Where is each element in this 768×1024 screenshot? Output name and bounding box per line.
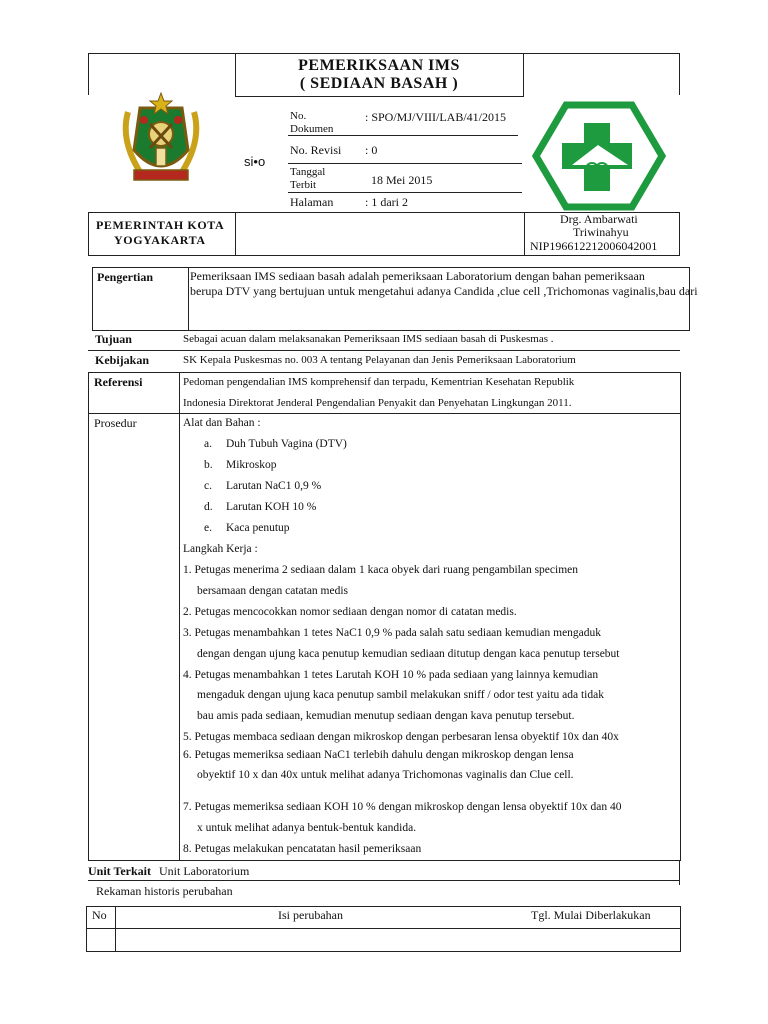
signer-name: Drg. Ambarwati [560,212,638,226]
org-line2: YOGYAKARTA [114,233,206,247]
field-revisi-value: : 0 [365,143,378,157]
puskesmas-logo-icon [532,101,666,211]
alat-mark-e: e. [204,522,212,534]
alat-item: Kaca penutup [226,522,290,534]
pengertian-text-2: berupa DTV yang bertujuan untuk mengetahui adanya Candida ,clue cell ,Trichomonas vaginalis,bau dari [190,284,698,298]
field-tanggal-label2: Terbit [290,179,317,191]
step-line: obyektif 10 x dan 40x untuk melihat adanya Trichomonas vaginalis dan Clue cell. [197,769,574,781]
alat-mark-a: a. [204,438,212,450]
alat-item: Larutan NaC1 0,9 % [226,480,322,492]
alat-mark-c: c. [204,480,212,492]
field-tanggal-label: Tanggal [290,166,326,178]
history-col-no: No [92,908,107,922]
kebijakan-text: SK Kepala Puskesmas no. 003 A tentang Pelayanan dan Jenis Pemeriksaan Laboratorium [183,354,576,366]
field-halaman-value: : 1 dari 2 [365,195,408,209]
step-line: 2. Petugas mencocokkan nomor sediaan dengan nomor di catatan medis. [183,606,517,618]
field-no-label2: Dokumen [290,123,334,135]
signer-name2: Triwinahyu [573,225,629,239]
sop-mark: si•o [244,154,266,169]
history-caption: Rekaman historis perubahan [96,884,233,898]
doc-title-line2: ( SEDIAAN BASAH ) [299,75,459,92]
history-col-isi: Isi perubahan [278,908,343,922]
doc-title-line1: PEMERIKSAAN IMS [298,57,460,74]
kebijakan-label: Kebijakan [95,353,150,367]
prosedur-label: Prosedur [94,416,137,430]
step-line: 5. Petugas membaca sediaan dengan mikroskop dengan perbesaran lensa obyektif 10x dan 40x [183,731,619,743]
alat-item: Larutan KOH 10 % [226,501,317,513]
step-line: 3. Petugas menambahkan 1 tetes NaC1 0,9 % pada salah satu sediaan kemudian mengaduk [183,627,602,639]
pengertian-text-1: Pemeriksaan IMS sediaan basah adalah pemeriksaan Laboratorium dengan bahan pemeriksaan [190,269,645,283]
step-line: bersamaan dengan catatan medis [197,585,349,597]
referensi-label: Referensi [94,375,143,389]
alat-heading: Alat dan Bahan : [183,417,261,429]
step-line: 7. Petugas memeriksa sediaan KOH 10 % dengan mikroskop dengan lensa obyektif 10x dan 40 [183,801,622,813]
referensi-text-1: Pedoman pengendalian IMS komprehensif dan terpadu, Kementrian Kesehatan Republik [183,376,575,388]
alat-mark-d: d. [204,501,213,513]
step-line: 4. Petugas menambahkan 1 tetes Larutah KOH 10 % pada sediaan yang lainnya kemudian [183,669,599,681]
step-line: 1. Petugas menerima 2 sediaan dalam 1 kaca obyek dari ruang pengambilan specimen [183,564,579,576]
tujuan-text: Sebagai acuan dalam melaksanakan Pemeriksaan IMS sediaan basah di Puskesmas . [183,333,554,345]
referensi-text-2: Indonesia Direktorat Jenderal Pengendalian Penyakit dan Penyehatan Lingkungan 2011. [183,397,572,409]
field-revisi-label: No. Revisi [290,143,342,157]
field-no-value: : SPO/MJ/VIII/LAB/41/2015 [365,110,507,124]
step-line: dengan dengan ujung kaca penutup kemudian sediaan ditutup dengan kaca penutup tersebut [197,648,620,660]
field-no-label: No. [290,110,307,122]
history-col-tgl: Tgl. Mulai Diberlakukan [531,908,651,922]
org-line1: PEMERINTAH KOTA [96,218,225,232]
step-line: mengaduk dengan ujung kaca penutup sambil melakukan sniff / odor test yaitu ada tidak [197,689,604,701]
alat-mark-b: b. [204,459,213,471]
step-line: 6. Petugas memeriksa sediaan NaC1 terlebih dahulu dengan mikroskop dengan lensa [183,749,574,761]
alat-item: Duh Tubuh Vagina (DTV) [226,438,347,450]
field-tanggal-value: 18 Mei 2015 [371,173,433,187]
langkah-heading: Langkah Kerja : [183,543,258,555]
signer-nip: NIP196612212006042001 [530,239,658,253]
tujuan-label: Tujuan [95,332,132,346]
field-halaman-label: Halaman [290,195,334,209]
step-line: 8. Petugas melakukan pencatatan hasil pemeriksaan [183,843,422,855]
yogyakarta-emblem-icon [120,90,202,186]
pengertian-label: Pengertian [97,270,153,284]
unit-text: Unit Laboratorium [159,864,250,878]
step-line: x untuk melihat adanya bentuk-bentuk kandida. [197,822,417,834]
unit-label: Unit Terkait [88,864,152,878]
step-line: bau amis pada sediaan, kemudian menutup sediaan dengan kava penutup tersebut. [197,710,575,722]
alat-item: Mikroskop [226,459,277,471]
